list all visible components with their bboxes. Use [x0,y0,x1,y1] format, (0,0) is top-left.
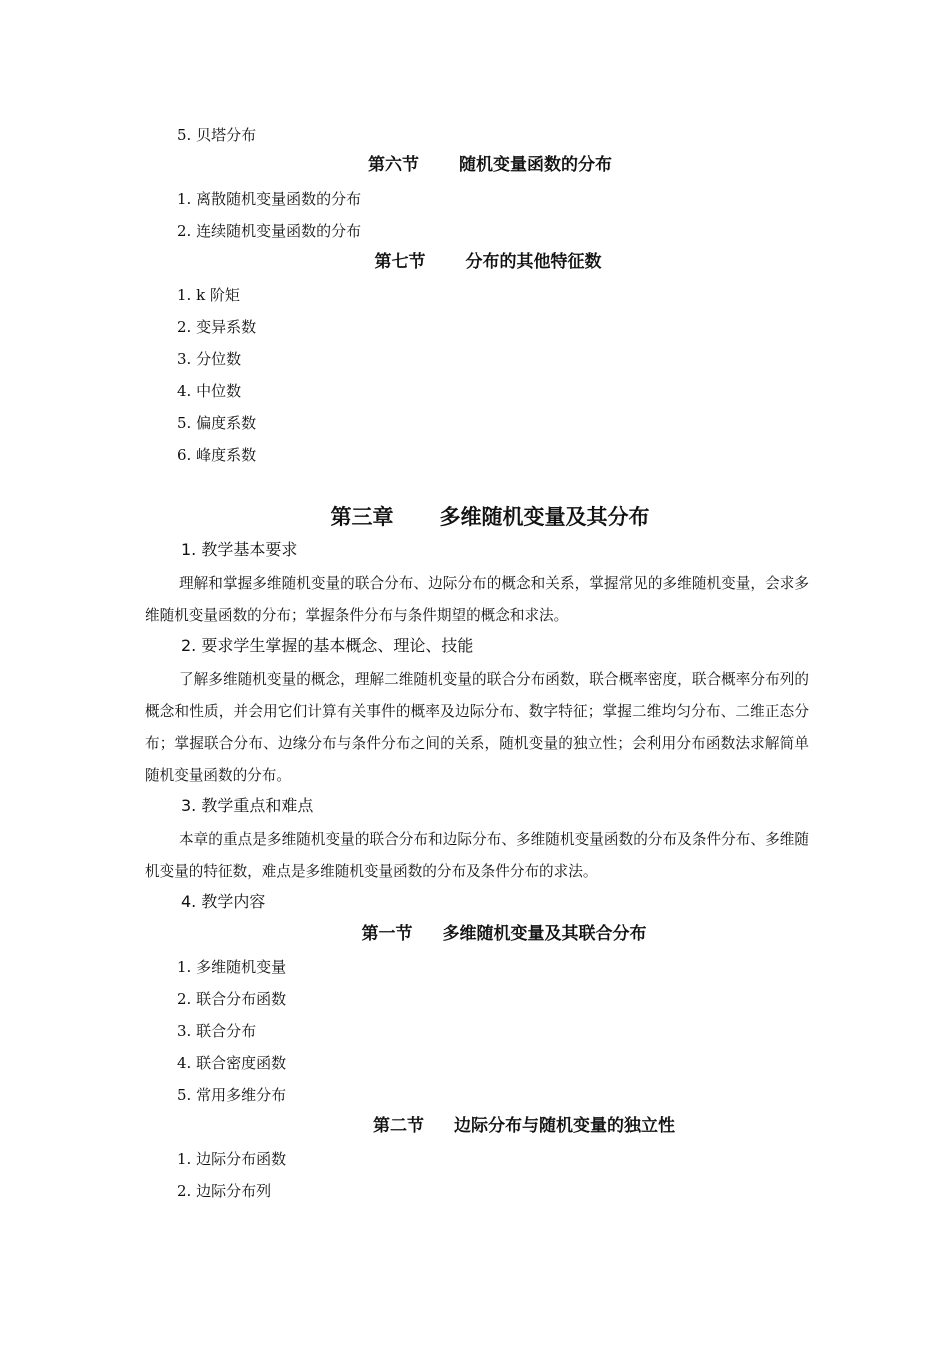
list-item: 1. k 阶矩 [177,286,240,304]
list-item: 2. 联合分布函数 [177,990,287,1008]
list-item: 3. 分位数 [177,350,242,368]
section-heading [0,250,952,274]
paragraph: 了解多维随机变量的概念，理解二维随机变量的联合分布函数，联合概率密度，联合概率分布列的概念和性质，并会用它们计算有关事件的概率及边际分布、数字特征；掌握二维均匀分布、二维正态分布；掌握联合分布、边缘分布与条件分布之间的关系，随机变量的独立性；会利用分布函数法求解简单随机变量函数的分布。 [145,671,809,784]
section-heading [0,922,952,946]
list-item: 1. 边际分布函数 [177,1150,287,1168]
list-item: 2. 变异系数 [177,318,257,336]
subsection-heading: 1. 教学基本要求 [181,540,298,559]
subsection-heading: 3. 教学重点和难点 [181,796,314,815]
section-title: 多维随机变量及其联合分布 [442,924,647,944]
section-heading [0,153,952,177]
list-item: 1. 离散随机变量函数的分布 [177,190,362,208]
chapter-name: 多维随机变量及其分布 [439,505,650,529]
paragraph: 理解和掌握多维随机变量的联合分布、边际分布的概念和关系，掌握常见的多维随机变量，会求多维随机变量函数的分布；掌握条件分布与条件期望的概念和求法。 [145,575,809,624]
list-item: 2. 边际分布列 [177,1182,272,1200]
list-item: 4. 联合密度函数 [177,1054,287,1072]
list-item: 6. 峰度系数 [177,446,257,464]
section-title: 分布的其他特征数 [465,252,602,272]
chapter-number: 第三章 [330,505,394,529]
list-item: 5. 偏度系数 [177,414,257,432]
section-heading [0,1114,952,1138]
list-item: 3. 联合分布 [177,1022,257,1040]
list-item: 2. 连续随机变量函数的分布 [177,222,362,240]
section-title: 随机变量函数的分布 [459,155,612,175]
subsection-heading: 2. 要求学生掌握的基本概念、理论、技能 [181,636,474,655]
section-number: 第二节 [373,1116,424,1136]
list-item: 5. 贝塔分布 [177,126,257,144]
chapter-title [0,502,952,532]
list-item: 5. 常用多维分布 [177,1086,287,1104]
list-item: 1. 多维随机变量 [177,958,287,976]
section-number: 第七节 [374,252,426,272]
paragraph: 本章的重点是多维随机变量的联合分布和边际分布、多维随机变量函数的分布及条件分布、多维随机变量的特征数，难点是多维随机变量函数的分布及条件分布的求法。 [145,831,809,880]
section-title: 边际分布与随机变量的独立性 [454,1116,675,1136]
section-number: 第一节 [361,924,413,944]
list-item: 4. 中位数 [177,382,242,400]
subsection-heading: 4. 教学内容 [181,892,266,911]
section-number: 第六节 [368,155,419,175]
